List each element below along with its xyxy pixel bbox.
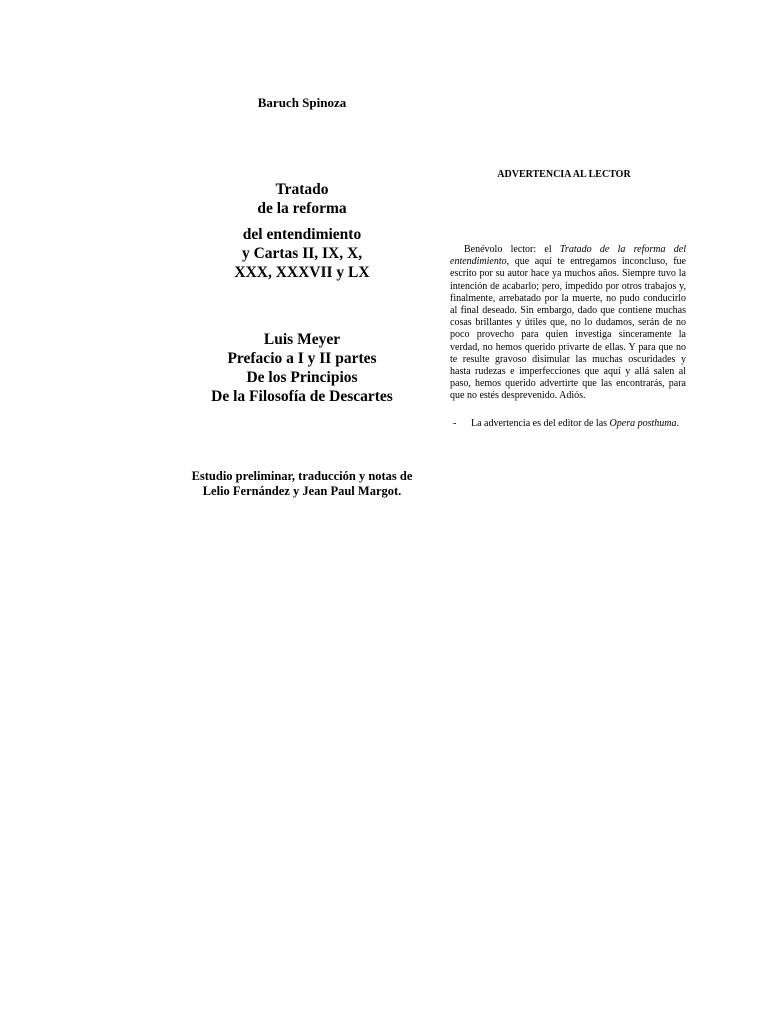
title-block-meyer	[168, 330, 436, 406]
title-line: De los Principios	[246, 369, 358, 386]
notice-text-start: Benévolo lector: el	[464, 244, 560, 255]
title-line: XXX, XXXVII y LX	[234, 264, 370, 281]
title-block-letters	[168, 225, 436, 282]
footnote	[450, 418, 686, 430]
title-line: Tratado	[275, 181, 329, 198]
footnote-marker: -	[453, 418, 457, 429]
footnote-end: .	[676, 418, 679, 429]
notice-heading: ADVERTENCIA AL LECTOR	[497, 169, 631, 180]
title-line: de la reforma	[257, 200, 347, 217]
title-line: Prefacio a I y II partes	[227, 350, 377, 367]
title-line: Luis Meyer	[263, 331, 341, 348]
credits-line: Lelio Fernández y Jean Paul Margot.	[202, 484, 402, 498]
notice-italic-title: Tratado de la reforma del entendimiento	[450, 244, 686, 268]
credits-line: Estudio preliminar, traducción y notas de	[191, 469, 413, 483]
title-line: del entendimiento	[242, 226, 362, 243]
title-line: y Cartas II, IX, X,	[241, 245, 363, 262]
author-name: Baruch Spinoza	[257, 95, 347, 110]
title-line: De la Filosofía de Descartes	[211, 388, 393, 405]
notice-paragraph	[450, 244, 686, 403]
footnote-text: La advertencia es del editor de las	[471, 418, 610, 429]
credits	[168, 469, 436, 499]
notice-text-rest: , que aquí te entregamos inconcluso, fue escrito por su autor hace ya muchos años. Siempre tuvo la intención de acabarlo; pero, impedido por otros trabajos y, finalmente, arrebatado por la muerte, no pudo conducirlo al final deseado. Sin embargo, dado que contiene muchas cosas brillantes y útiles que, no lo dudamos, serán de no poco provecho para quien investiga sinceramente la verdad, no hemos querido privarte de ellas. Y para que no te resulte gravoso disimular las muchas oscuridades y hasta rudezas e imperfecciones que aquí y allá salen al paso, hemos querido advertirte que las encontrarás, para que no estés desprevenido. Adiós.	[450, 256, 686, 402]
footnote-italic: Opera posthuma	[609, 418, 677, 429]
title-block-treatise	[168, 180, 436, 218]
